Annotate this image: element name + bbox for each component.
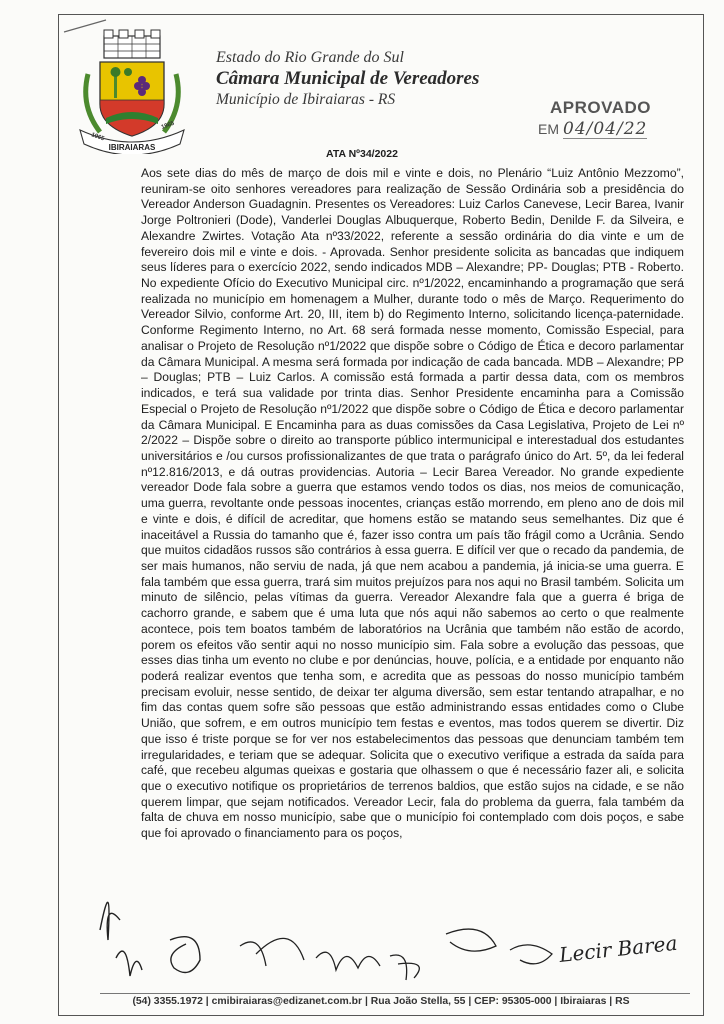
signature-mark: [116, 951, 142, 976]
municipality-name: Município de Ibiraiaras - RS: [216, 91, 396, 108]
approval-prefix: EM: [538, 121, 559, 137]
approval-date: 04/04/22: [563, 119, 648, 139]
crown-icon: [104, 30, 160, 58]
letterhead: [216, 48, 536, 109]
crest-banner-text: IBIRAIARAS: [108, 143, 156, 152]
signature-mark: [316, 952, 380, 970]
minutes-body: Aos sete dias do mês de março de dois mil e vinte e dois, no Plenário “Luiz Antônio Mezzomo”, reuniram-se oito senhores vereadores para realização de Sessão Ordinária sob a presidência do Vereador Anderson Guadagnin. Presentes os Vereadores: Luiz Carlos Canevese, Lecir Barea, Ivanir Jorge Poltronieri (Dode), Vanderlei Douglas Albuquerque, Roberto Bedin, Denilde F. da Silveira, e Alexandre Zwirtes. Votação Ata nº33/2022, referente a sessão ordinária do dia vinte e um de fevereiro dois mil e vinte e dois. - Aprovada. Senhor presidente solicita as bancadas que indiquem seus líderes para o exercício 2022, sendo indicados MDB – Alexandre; PP- Douglas; PTB - Roberto. No expediente Ofício do Executivo Municipal circ. nº1/2022, encaminhando a programação que será realizada no município em homenagem a Mulher, durante todo o mês de Março. Requerimento do Vereador Silvio, conforme Art. 20, III, item b) do Regimento Interno, solicitando licença-paternidade. Conforme Regimento Interno, no Art. 68 será formada nesse momento, Comissão Especial, para analisar o Projeto de Resolução nº1/2022 que dispõe sobre o Código de Ética e decoro parlamentar da Câmara Municipal. A mesma será formada por indicação de cada bancada. MDB – Alexandre; PP – Douglas; PTB – Luiz Carlos. A comissão está formada a partir dessa data, com os membros indicados, e terá sua validade por trinta dias. Senhor Presidente encaminha para a Comissão Especial o Projeto de Resolução nº1/2022 que dispõe sobre o Código de Ética e decoro parlamentar da Câmara Municipal. E Encaminha para as duas comissões da Casa Legislativa, Projeto de Lei nº 2/2022 – Dispõe sobre o direito ao transporte público intermunicipal e interestadual dos estudantes universitários e /ou cursos profissionalizantes de que trata o parágrafo único do Art. 5º, da lei federal nº12.816/2013, e dá outras providencias. Autoria – Lecir Barea Vereador. No grande expediente vereador Dode fala sobre a guerra que estamos vendo todos os dias, nos meios de comunicação, uma guerra, revoltante onde pessoas inocentes, crianças estão morrendo, em pleno ano de dois mil e vinte e dois, é difícil de acreditar, que homens estão se matando seus semelhantes. Diz que é inaceitável a Russia do tamanho que é, fazer isso contra um país tão frágil como a Ucrânia. Sendo que muitos cidadãos russos são contrários à essa guerra. E difícil ver que o recado da pandemia, de ser mais humanos, não serviu de nada, já que nem acabou a pandemia, já inicia-se uma guerra. E fala também que essa guerra, trará sim muitos prejuízos para nos aqui no Brasil também. Solicita um minuto de silêncio, pelas vítimas da guerra. Vereador Alexandre fala que a guerra é briga de cachorro grande, e sabem que é uma luta que nós aqui não sabemos ao certo o que realmente acontece, pois tem boatos também de laboratórios na Ucrânia que também não estão de acordo, porem os efeitos vão sentir aqui no nosso município sim. Fala sobre a evolução das pessoas, que esses dias tinha um evento no clube e por denúncias, houve, polícia, e a entidade por enquanto não poderá realizar eventos que tenha som, e acredita que as pessoas do nosso município também precisam evoluir, nesse sentido, de deixar ter alguma diversão, sem estar tentando atrapalhar, e no fim das contas quem sofre são pessoas que estão administrando essas entidades como o Clube União, que sofrem, e em outros município tem festas e eventos, mas todos querem se divertir. Diz que isso é triste porque se for ver nos estabelecimentos das pessoas que denunciam também tem irregularidades, e teriam que se adequar. Solicita que o executivo verifique a estrada da saída para café, que recebeu algumas queixas e gostaria que olhassem o que é necessário fazer ali, e solicita que o executivo notifique os proprietários de terrenos baldios, que estão sujos na cidade, e se não querem limpar, que sejam notificados. Vereador Lecir, fala do problema da guerra, fala também da falta de chuva em nosso município, sabe que o município foi contemplado com dois poços, e sabe que foi aprovado o financiamento para os poços,: [141, 166, 684, 841]
crest-year-left: 1965: [90, 132, 105, 143]
approval-stamp: [538, 98, 678, 139]
municipal-crest-logo: [76, 26, 188, 154]
state-name: Estado do Rio Grande do Sul: [216, 49, 404, 66]
signature-mark: [390, 955, 419, 980]
signatures-area: [90, 880, 690, 1000]
signature-mark: [446, 929, 496, 951]
signature-mark: [510, 945, 552, 964]
footer-divider: [100, 993, 690, 994]
signature-mark: [100, 902, 120, 940]
document-title: ATA Nº34/2022: [326, 148, 398, 160]
signature-mark: [240, 938, 304, 966]
approval-title: APROVADO: [550, 98, 651, 117]
chamber-name: Câmara Municipal de Vereadores: [216, 68, 480, 89]
footer-contact: (54) 3355.1972 | cmibiraiaras@edizanet.com.br | Rua João Stella, 55 | CEP: 95305-000 | Ibiraiaras | RS: [132, 996, 630, 1007]
handwritten-signature: Lecir Barea: [558, 930, 679, 967]
crest-year-right: 1965: [160, 120, 176, 131]
signature-mark: [170, 937, 200, 973]
